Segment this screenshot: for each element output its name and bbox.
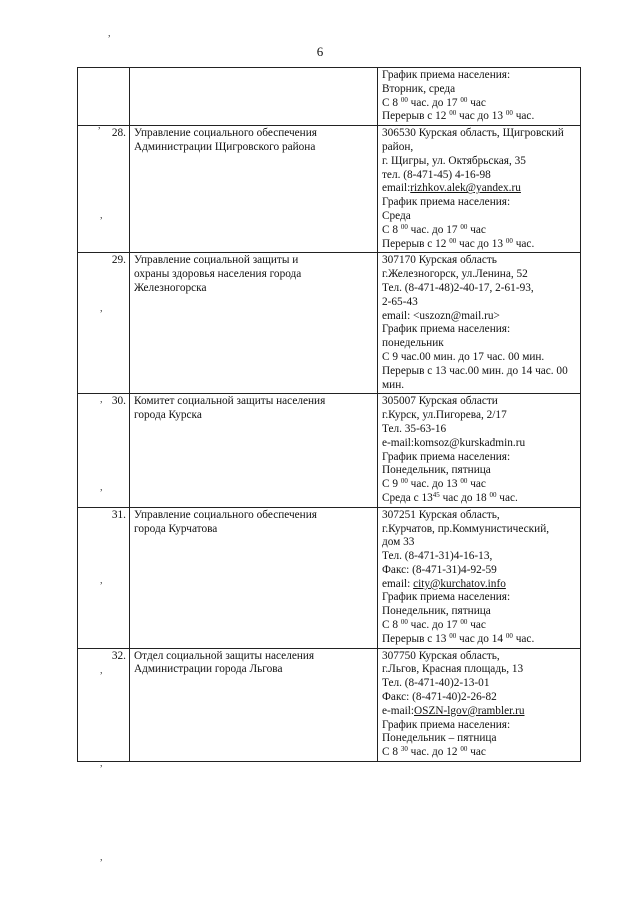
contact-info-line: График приема населения: [382,718,511,731]
contact-info-line [382,746,577,760]
text-fragment: час. до 13 [407,478,461,491]
contact-info-line [382,633,577,647]
text-fragment: Перерыв с 13 [382,632,450,645]
time-minutes-superscript: 00 [505,631,513,640]
scan-mark: , [100,852,103,863]
row-number: 30. [78,394,130,507]
time-minutes-superscript: 00 [449,109,457,118]
text-fragment: email: [382,577,414,590]
contact-info-line: мин. [382,378,405,391]
contact-info-line [382,182,577,196]
organization-name-line: Администрации города Льгова [134,663,283,676]
contact-info-line: г.Льгов, Красная площадь, 13 [382,663,524,676]
contact-info-line: График приема населения: [382,69,511,81]
scan-mark: , [100,665,103,676]
contact-info [378,126,581,253]
contacts-table [77,67,581,762]
contact-info-line: График приема населения: [382,196,511,209]
text-fragment: час. до 17 [407,223,461,236]
organization-name-line: Управление социального обеспечения [134,508,317,521]
text-fragment: час. до 12 [407,746,461,759]
table-row [78,394,581,507]
contact-info-line: 307170 Курская область [382,254,497,267]
text-fragment: час до 13 [456,110,506,123]
row-number: 29. [78,253,130,394]
organization-name-line: Отдел социальной защиты населения [134,649,315,662]
text-fragment: час. до 17 [407,96,461,109]
text-fragment: email: [382,182,411,195]
contact-info-line: район, [382,140,414,153]
time-minutes-superscript: 00 [400,222,408,231]
text-fragment: час. [512,632,535,645]
time-minutes-superscript: 30 [400,745,408,754]
contact-info-line: 307251 Курская область, [382,508,500,521]
scan-mark: , [100,482,103,493]
time-minutes-superscript: 00 [400,618,408,627]
organization-name-line: Комитет социальной защиты населения [134,395,326,408]
text-fragment: С 8 [382,619,401,632]
row-number: 31. [78,507,130,648]
time-minutes-superscript: 00 [489,490,497,499]
contacts-table-body [78,68,581,762]
text-fragment: час до 13 [456,237,506,250]
table-row [78,648,581,761]
text-fragment: час [467,746,486,759]
contact-info-line: email: <uszozn@mail.ru> [382,309,500,322]
contact-info [378,648,581,761]
contact-info-line: Тел. 35-63-16 [382,422,447,435]
scan-mark: , [100,394,103,405]
table-row [78,68,581,126]
email-link[interactable]: city@kurchatov.info [413,577,506,590]
organization-name-line: Администрации Щигровского района [134,140,316,153]
text-fragment: час [467,223,486,236]
text-fragment: С 8 [382,96,401,109]
contact-info-line [382,578,577,592]
contact-info-line [382,224,577,238]
contact-info-line [382,619,577,633]
contact-info-line: 2-65-43 [382,295,418,308]
contact-info [378,507,581,648]
contact-info-line: 307750 Курская область, [382,649,500,662]
text-fragment: С 8 [382,223,401,236]
text-fragment: С 8 [382,746,401,759]
contact-info-line: Перерыв с 13 час.00 мин. до 14 час. 00 [382,364,568,377]
text-fragment: час [467,96,486,109]
contact-info [378,253,581,394]
organization-name-line: Железногорска [134,281,207,294]
contact-info-line: дом 33 [382,536,415,549]
contact-info-line: г.Курчатов, пр.Коммунистический, [382,522,550,535]
time-minutes-superscript: 00 [505,109,513,118]
organization-name [130,253,378,394]
contact-info-line: Понедельник – пятница [382,732,497,745]
page-number: 6 [316,44,324,59]
contact-info-line: e-mail:komsoz@kurskadmin.ru [382,436,526,449]
contact-info-line: Факс: (8-471-40)2-26-82 [382,691,497,704]
contact-info-line: 305007 Курская области [382,395,498,408]
contact-info-line: Тел. (8-471-48)2-40-17, 2-61-93, [382,281,534,294]
contact-info-line: г.Железногорск, ул.Ленина, 52 [382,268,528,281]
contact-info [378,394,581,507]
contact-info-line [382,110,577,124]
organization-name-line: охраны здоровья населения города [134,268,302,281]
contact-info-line: Тел. (8-471-40)2-13-01 [382,677,490,690]
text-fragment: час. [496,491,518,504]
organization-name [130,126,378,253]
contact-info-line [382,492,577,506]
row-number [78,68,130,126]
text-fragment: час [467,619,486,632]
contact-info-line [382,705,577,719]
contact-info-line: Понедельник, пятница [382,605,491,618]
scan-mark: , [100,303,103,314]
time-minutes-superscript: 00 [449,236,457,245]
time-minutes-superscript: 00 [449,631,457,640]
organization-name [130,68,378,126]
contact-info-line: Понедельник, пятница [382,464,491,477]
contact-info-line: 306530 Курская область, Щигровский [382,127,564,140]
organization-name-line: Управление социальной защиты и [134,254,299,267]
contact-info-line [382,478,577,492]
row-number: 32. [78,648,130,761]
text-fragment: Перерыв с 12 [382,237,450,250]
organization-name [130,394,378,507]
contact-info-line: С 9 час.00 мин. до 17 час. 00 мин. [382,350,545,363]
text-fragment: час. до 17 [407,619,461,632]
text-fragment: час [467,478,486,491]
contact-info-line: Вторник, среда [382,82,456,95]
time-minutes-superscript: 00 [400,477,408,486]
table-row [78,126,581,253]
contact-info-line: График приема населения: [382,591,511,604]
time-minutes-superscript: 00 [505,236,513,245]
text-fragment: С 9 [382,478,401,491]
contact-info-line: г. Щигры, ул. Октябрьская, 35 [382,154,526,167]
scan-mark: , [108,28,111,39]
scan-mark: , [100,758,103,769]
contact-info-line: Среда [382,209,411,222]
time-minutes-superscript: 00 [400,95,408,104]
contact-info-line [382,97,577,111]
contact-info-line: График приема населения: [382,323,511,336]
text-fragment: Перерыв с 12 [382,110,450,123]
contact-info-line: тел. (8-471-45) 4-16-98 [382,168,491,181]
organization-name-line: города Курска [134,409,202,422]
organization-name [130,507,378,648]
email-link[interactable]: OSZN-lgov@rambler.ru [414,704,525,717]
time-minutes-superscript: 00 [460,477,468,486]
contact-info-line: Тел. (8-471-31)4-16-13, [382,550,493,563]
text-fragment: час. [512,110,535,123]
text-fragment: час до 14 [456,632,506,645]
contact-info-line: График приема населения: [382,450,511,463]
text-fragment: Среда с 13 [382,491,433,504]
scan-mark: , [100,575,103,586]
scan-mark: , [98,120,101,131]
contact-info [378,68,581,126]
contact-info-line: понедельник [382,337,444,350]
time-minutes-superscript: 00 [460,618,468,627]
row-number: 28. [78,126,130,253]
text-fragment: час. [512,237,535,250]
time-minutes-superscript: 45 [432,490,440,499]
organization-name-line: Управление социального обеспечения [134,127,317,140]
organization-name-line: города Курчатова [134,522,218,535]
table-row [78,507,581,648]
contact-info-line [382,238,577,252]
time-minutes-superscript: 00 [460,95,468,104]
table-row [78,253,581,394]
contact-info-line: Факс: (8-471-31)4-92-59 [382,563,497,576]
time-minutes-superscript: 00 [460,745,468,754]
contact-info-line: г.Курск, ул.Пигорева, 2/17 [382,409,507,422]
organization-name [130,648,378,761]
text-fragment: час до 18 [439,491,490,504]
time-minutes-superscript: 00 [460,222,468,231]
text-fragment: e-mail: [382,704,414,717]
scan-mark: , [100,210,103,221]
email-link[interactable]: rizhkov.alek@yandex.ru [410,182,521,195]
